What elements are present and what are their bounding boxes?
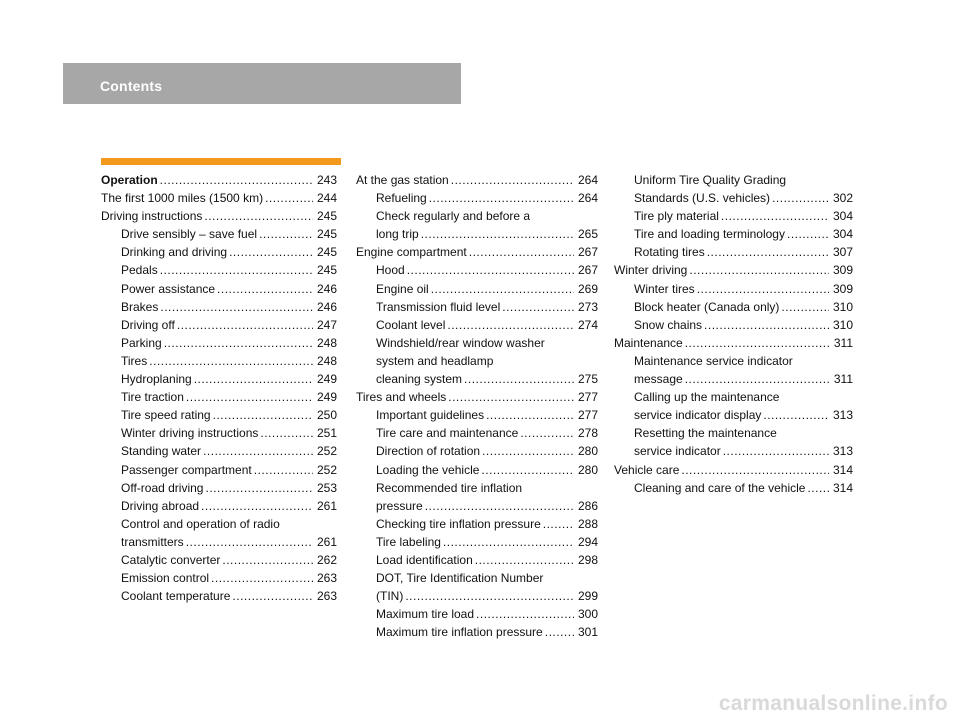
toc-entry-page: 274: [577, 317, 598, 332]
toc-entry[interactable]: [101, 298, 337, 316]
toc-leader-dots: [254, 461, 313, 479]
toc-entry-page: 277: [577, 408, 598, 423]
toc-leader-dots: [685, 334, 829, 352]
toc-entry-page: 252: [316, 462, 337, 477]
toc-entry[interactable]: [614, 461, 853, 479]
toc-entry[interactable]: [101, 280, 337, 298]
toc-entry[interactable]: [614, 479, 853, 497]
toc-entry-label: system and headlamp: [376, 353, 494, 368]
toc-leader-dots: [160, 261, 313, 279]
toc-entry[interactable]: [614, 261, 853, 279]
toc-leader-dots: [475, 551, 574, 569]
toc-leader-dots: [772, 189, 829, 207]
toc-entry[interactable]: [356, 479, 598, 497]
toc-leader-dots: [545, 623, 574, 641]
toc-entry-page: 302: [832, 191, 853, 206]
toc-entry-page: 243: [316, 173, 337, 187]
toc-entry[interactable]: [356, 497, 598, 515]
toc-entry[interactable]: [101, 479, 337, 497]
toc-entry-label: Maximum tire load: [376, 607, 475, 622]
toc-entry-page: 263: [316, 571, 337, 586]
toc-entry-label: Off-road driving: [121, 480, 204, 495]
toc-entry-label: Standards (U.S. vehicles): [634, 191, 771, 206]
toc-entry-label: Windshield/rear window washer: [376, 335, 545, 350]
toc-entry-label: Refueling: [376, 191, 427, 206]
toc-leader-dots: [260, 424, 313, 442]
toc-entry-label: Hydroplaning: [121, 372, 192, 387]
toc-entry-page: 273: [577, 299, 598, 314]
toc-leader-dots: [685, 370, 829, 388]
toc-entry[interactable]: [614, 334, 853, 352]
toc-entry-page: 288: [577, 516, 598, 531]
toc-entry[interactable]: [356, 587, 598, 605]
toc-leader-dots: [464, 370, 574, 388]
toc-entry-page: 248: [316, 335, 337, 350]
toc-entry-page: 249: [316, 372, 337, 387]
toc-entry-page: 250: [316, 408, 337, 423]
toc-leader-dots: [407, 261, 574, 279]
toc-entry-page: 313: [832, 444, 853, 459]
toc-leader-dots: [425, 497, 574, 515]
toc-entry-page: 249: [316, 390, 337, 405]
toc-entry-page: 304: [832, 209, 853, 224]
toc-entry[interactable]: [356, 551, 598, 569]
toc-leader-dots: [229, 243, 313, 261]
toc-entry-label: Tire labeling: [376, 534, 441, 549]
toc-entry-label: Load identification: [376, 552, 473, 567]
toc-entry[interactable]: [356, 171, 598, 189]
toc-entry[interactable]: [101, 370, 337, 388]
toc-entry[interactable]: [614, 424, 853, 442]
toc-entry-label: service indicator: [634, 444, 721, 459]
toc-entry[interactable]: [356, 370, 598, 388]
toc-entry-page: 263: [316, 589, 337, 604]
toc-entry-label: Vehicle care: [614, 462, 680, 477]
toc-entry-label: Passenger compartment: [121, 462, 252, 477]
toc-leader-dots: [763, 406, 829, 424]
toc-entry-label: Tires: [121, 353, 148, 368]
toc-entry-page: 275: [577, 372, 598, 387]
toc-entry-label: Direction of rotation: [376, 444, 481, 459]
toc-entry-page: 264: [577, 191, 598, 206]
toc-entry[interactable]: [614, 207, 853, 225]
toc-entry[interactable]: [101, 533, 337, 551]
toc-entry[interactable]: [614, 189, 853, 207]
toc-entry[interactable]: [101, 551, 337, 569]
toc-entry-page: 309: [832, 281, 853, 296]
toc-entry[interactable]: [356, 225, 598, 243]
toc-entry-label: Driving off: [121, 317, 175, 332]
toc-entry-label: Snow chains: [634, 317, 703, 332]
toc-leader-dots: [807, 479, 829, 497]
toc-entry-page: 278: [577, 426, 598, 441]
toc-entry-label: Power assistance: [121, 281, 216, 296]
toc-leader-dots: [194, 370, 313, 388]
toc-entry-label: Coolant temperature: [121, 589, 231, 604]
toc-entry[interactable]: [356, 352, 598, 370]
toc-entry-label: pressure: [376, 498, 423, 513]
toc-entry-label: Winter tires: [634, 281, 695, 296]
toc-entry[interactable]: [101, 316, 337, 334]
toc-leader-dots: [222, 551, 313, 569]
toc-entry-page: 286: [577, 498, 598, 513]
toc-entry-page: 252: [316, 444, 337, 459]
toc-entry-label: Tire care and maintenance: [376, 426, 519, 441]
toc-leader-dots: [482, 442, 574, 460]
toc-entry-label: Calling up the maintenance: [634, 390, 780, 405]
toc-entry[interactable]: [356, 424, 598, 442]
toc-entry-page: 261: [316, 498, 337, 513]
toc-leader-dots: [431, 280, 574, 298]
toc-entry-page: 267: [577, 245, 598, 260]
toc-entry-page: 265: [577, 227, 598, 242]
toc-entry[interactable]: [101, 587, 337, 605]
toc-entry[interactable]: [356, 388, 598, 406]
toc-entry-page: 299: [577, 589, 598, 604]
toc-entry-label: Tire speed rating: [121, 408, 211, 423]
toc-leader-dots: [421, 225, 574, 243]
toc-leader-dots: [448, 388, 574, 406]
toc-entry-page: 264: [577, 173, 598, 187]
toc-leader-dots: [265, 189, 313, 207]
toc-entry[interactable]: [101, 497, 337, 515]
toc-entry-label: Coolant level: [376, 317, 446, 332]
toc-entry-page: 310: [832, 317, 853, 332]
toc-entry-label: Check regularly and before a: [376, 209, 531, 224]
toc-entry[interactable]: [614, 316, 853, 334]
toc-entry-page: 261: [316, 534, 337, 549]
toc-entry[interactable]: [101, 388, 337, 406]
toc-entry[interactable]: [356, 623, 598, 641]
toc-entry-label: Tire and loading terminology: [634, 227, 785, 242]
toc-entry-page: 280: [577, 444, 598, 459]
toc-entry-label: Winter driving: [614, 263, 688, 278]
toc-entry[interactable]: [101, 334, 337, 352]
toc-leader-dots: [160, 171, 313, 189]
toc-leader-dots: [721, 207, 829, 225]
toc-entry-page: 246: [316, 281, 337, 296]
toc-entry[interactable]: [356, 461, 598, 479]
toc-leader-dots: [486, 406, 574, 424]
toc-entry-label: Driving instructions: [101, 209, 203, 224]
footer-watermark: carmanualsonline.info: [718, 692, 948, 715]
toc-leader-dots: [177, 316, 313, 334]
toc-entry-page: 245: [316, 245, 337, 260]
toc-entry-label: Block heater (Canada only): [634, 299, 780, 314]
toc-entry-label: Loading the vehicle: [376, 462, 480, 477]
toc-entry-page: 245: [316, 209, 337, 224]
toc-entry-page: 313: [832, 408, 853, 423]
toc-entry-label: Cleaning and care of the vehicle: [634, 480, 806, 495]
toc-entry-page: 267: [577, 263, 598, 278]
toc-entry-label: Catalytic converter: [121, 552, 221, 567]
toc-entry[interactable]: [614, 243, 853, 261]
toc-leader-dots: [149, 352, 313, 370]
toc-entry-page: 298: [577, 552, 598, 567]
toc-entry-page: 280: [577, 462, 598, 477]
toc-leader-dots: [232, 587, 313, 605]
toc-entry[interactable]: [356, 298, 598, 316]
toc-entry-label: Drinking and driving: [121, 245, 228, 260]
toc-entry[interactable]: [614, 406, 853, 424]
toc-entry-page: 246: [316, 299, 337, 314]
toc-entry[interactable]: [101, 171, 337, 189]
toc-entry[interactable]: [356, 280, 598, 298]
toc-entry-label: DOT, Tire Identification Number: [376, 571, 544, 586]
toc-leader-dots: [707, 243, 829, 261]
toc-leader-dots: [781, 298, 829, 316]
toc-entry-page: 301: [577, 625, 598, 640]
toc-leader-dots: [447, 316, 574, 334]
toc-entry-label: The first 1000 miles (1500 km): [101, 191, 264, 206]
toc-entry-label: Resetting the maintenance: [634, 426, 777, 441]
toc-entry-label: (TIN): [376, 589, 404, 604]
toc-entry[interactable]: [101, 243, 337, 261]
toc-entry-label: Winter driving instructions: [121, 426, 259, 441]
toc-entry-label: transmitters: [121, 534, 184, 549]
toc-entry[interactable]: [356, 569, 598, 587]
toc-leader-dots: [451, 171, 574, 189]
toc-entry[interactable]: [356, 334, 598, 352]
toc-entry-label: Uniform Tire Quality Grading: [634, 173, 787, 187]
toc-leader-dots: [259, 225, 313, 243]
toc-leader-dots: [217, 280, 313, 298]
toc-entry-label: Driving abroad: [121, 498, 200, 513]
toc-entry-page: 244: [316, 191, 337, 206]
toc-entry[interactable]: [101, 406, 337, 424]
toc-entry[interactable]: [101, 515, 337, 533]
toc-leader-dots: [787, 225, 829, 243]
toc-leader-dots: [543, 515, 574, 533]
toc-entry-page: 307: [832, 245, 853, 260]
toc-entry-label: Drive sensibly – save fuel: [121, 227, 258, 242]
toc-leader-dots: [213, 406, 313, 424]
toc-entry[interactable]: [101, 442, 337, 460]
toc-column-3: [614, 171, 853, 497]
toc-entry-page: 277: [577, 390, 598, 405]
toc-entry-label: service indicator display: [634, 408, 762, 423]
toc-leader-dots: [502, 298, 574, 316]
toc-entry-page: 304: [832, 227, 853, 242]
toc-entry-label: Transmission fluid level: [376, 299, 501, 314]
toc-entry-label: cleaning system: [376, 372, 463, 387]
toc-leader-dots: [205, 479, 313, 497]
toc-entry-label: Maximum tire inflation pressure: [376, 625, 543, 640]
toc-leader-dots: [704, 316, 829, 334]
toc-entry[interactable]: [614, 171, 853, 189]
toc-entry-page: 245: [316, 263, 337, 278]
toc-column-1: [101, 171, 337, 605]
toc-entry-label: Hood: [376, 263, 405, 278]
toc-entry[interactable]: [614, 352, 853, 370]
toc-entry[interactable]: [101, 207, 337, 225]
toc-entry[interactable]: [614, 280, 853, 298]
toc-leader-dots: [405, 587, 574, 605]
toc-leader-dots: [481, 461, 574, 479]
toc-entry-label: Pedals: [121, 263, 158, 278]
toc-entry-page: 262: [316, 552, 337, 567]
toc-entry-label: Maintenance service indicator: [634, 353, 793, 368]
toc-entry-page: 253: [316, 480, 337, 495]
toc-entry[interactable]: [614, 225, 853, 243]
toc-entry-label: Engine compartment: [356, 245, 467, 260]
toc-entry[interactable]: [356, 261, 598, 279]
toc-entry-page: 310: [832, 299, 853, 314]
toc-entry[interactable]: [356, 207, 598, 225]
toc-entry-label: Emission control: [121, 571, 210, 586]
toc-leader-dots: [697, 280, 829, 298]
toc-entry-label: Brakes: [121, 299, 159, 314]
toc-entry-page: 311: [833, 372, 853, 387]
toc-entry-label: long trip: [376, 227, 419, 242]
toc-entry[interactable]: [356, 189, 598, 207]
toc-entry[interactable]: [356, 316, 598, 334]
toc-leader-dots: [681, 461, 829, 479]
toc-entry-label: Parking: [121, 335, 162, 350]
toc-entry[interactable]: [356, 243, 598, 261]
toc-entry[interactable]: [101, 424, 337, 442]
toc-entry-page: 314: [832, 462, 853, 477]
toc-entry-label: Standing water: [121, 444, 202, 459]
toc-leader-dots: [211, 569, 313, 587]
toc-leader-dots: [164, 334, 313, 352]
toc-entry[interactable]: [614, 442, 853, 460]
toc-entry[interactable]: [101, 569, 337, 587]
toc-entry-label: Rotating tires: [634, 245, 705, 260]
toc-entry-label: Tires and wheels: [356, 390, 447, 405]
toc-entry[interactable]: [614, 388, 853, 406]
toc-entry-page: 248: [316, 353, 337, 368]
toc-entry[interactable]: [101, 189, 337, 207]
toc-entry-page: 269: [577, 281, 598, 296]
toc-leader-dots: [204, 207, 313, 225]
toc-entry[interactable]: [356, 442, 598, 460]
toc-entry[interactable]: [356, 533, 598, 551]
toc-entry-label: Operation: [101, 173, 158, 187]
toc-entry-label: Control and operation of radio: [121, 516, 280, 531]
toc-column-2: [356, 171, 598, 641]
toc-entry-page: 300: [577, 607, 598, 622]
toc-leader-dots: [186, 533, 313, 551]
toc-entry-page: 245: [316, 227, 337, 242]
toc-entry[interactable]: [101, 461, 337, 479]
toc-entry[interactable]: [101, 225, 337, 243]
toc-entry-label: Tire ply material: [634, 209, 719, 224]
toc-entry[interactable]: [356, 406, 598, 424]
toc-leader-dots: [469, 243, 574, 261]
toc-entry-page: 309: [832, 263, 853, 278]
page-title: Contents: [100, 78, 163, 94]
toc-entry-label: Checking tire inflation pressure: [376, 516, 541, 531]
toc-entry-page: 247: [316, 317, 337, 332]
toc-entry-label: Tire traction: [121, 390, 184, 405]
toc-entry-label: message: [634, 372, 683, 387]
toc-leader-dots: [723, 442, 829, 460]
toc-entry-label: At the gas station: [356, 173, 449, 187]
toc-leader-dots: [520, 424, 574, 442]
toc-leader-dots: [443, 533, 574, 551]
toc-leader-dots: [203, 442, 313, 460]
toc-entry-page: 311: [833, 335, 853, 350]
toc-entry-label: Engine oil: [376, 281, 429, 296]
toc-entry-label: Important guidelines: [376, 408, 485, 423]
toc-leader-dots: [429, 189, 574, 207]
toc-entry-page: 294: [577, 534, 598, 549]
toc-entry-label: Recommended tire inflation: [376, 480, 523, 495]
toc-leader-dots: [476, 605, 574, 623]
toc-entry[interactable]: [614, 370, 853, 388]
toc-entry[interactable]: [614, 298, 853, 316]
accent-bar: [101, 158, 341, 165]
toc-leader-dots: [201, 497, 313, 515]
toc-entry[interactable]: [356, 605, 598, 623]
toc-entry-page: 314: [832, 480, 853, 495]
toc-leader-dots: [186, 388, 313, 406]
toc-entry[interactable]: [356, 515, 598, 533]
toc-entry[interactable]: [101, 261, 337, 279]
header-bar: [63, 63, 461, 104]
toc-entry[interactable]: [101, 352, 337, 370]
toc-entry-label: Maintenance: [614, 335, 683, 350]
toc-entry-page: 251: [316, 426, 337, 441]
toc-leader-dots: [689, 261, 829, 279]
toc-leader-dots: [160, 298, 313, 316]
